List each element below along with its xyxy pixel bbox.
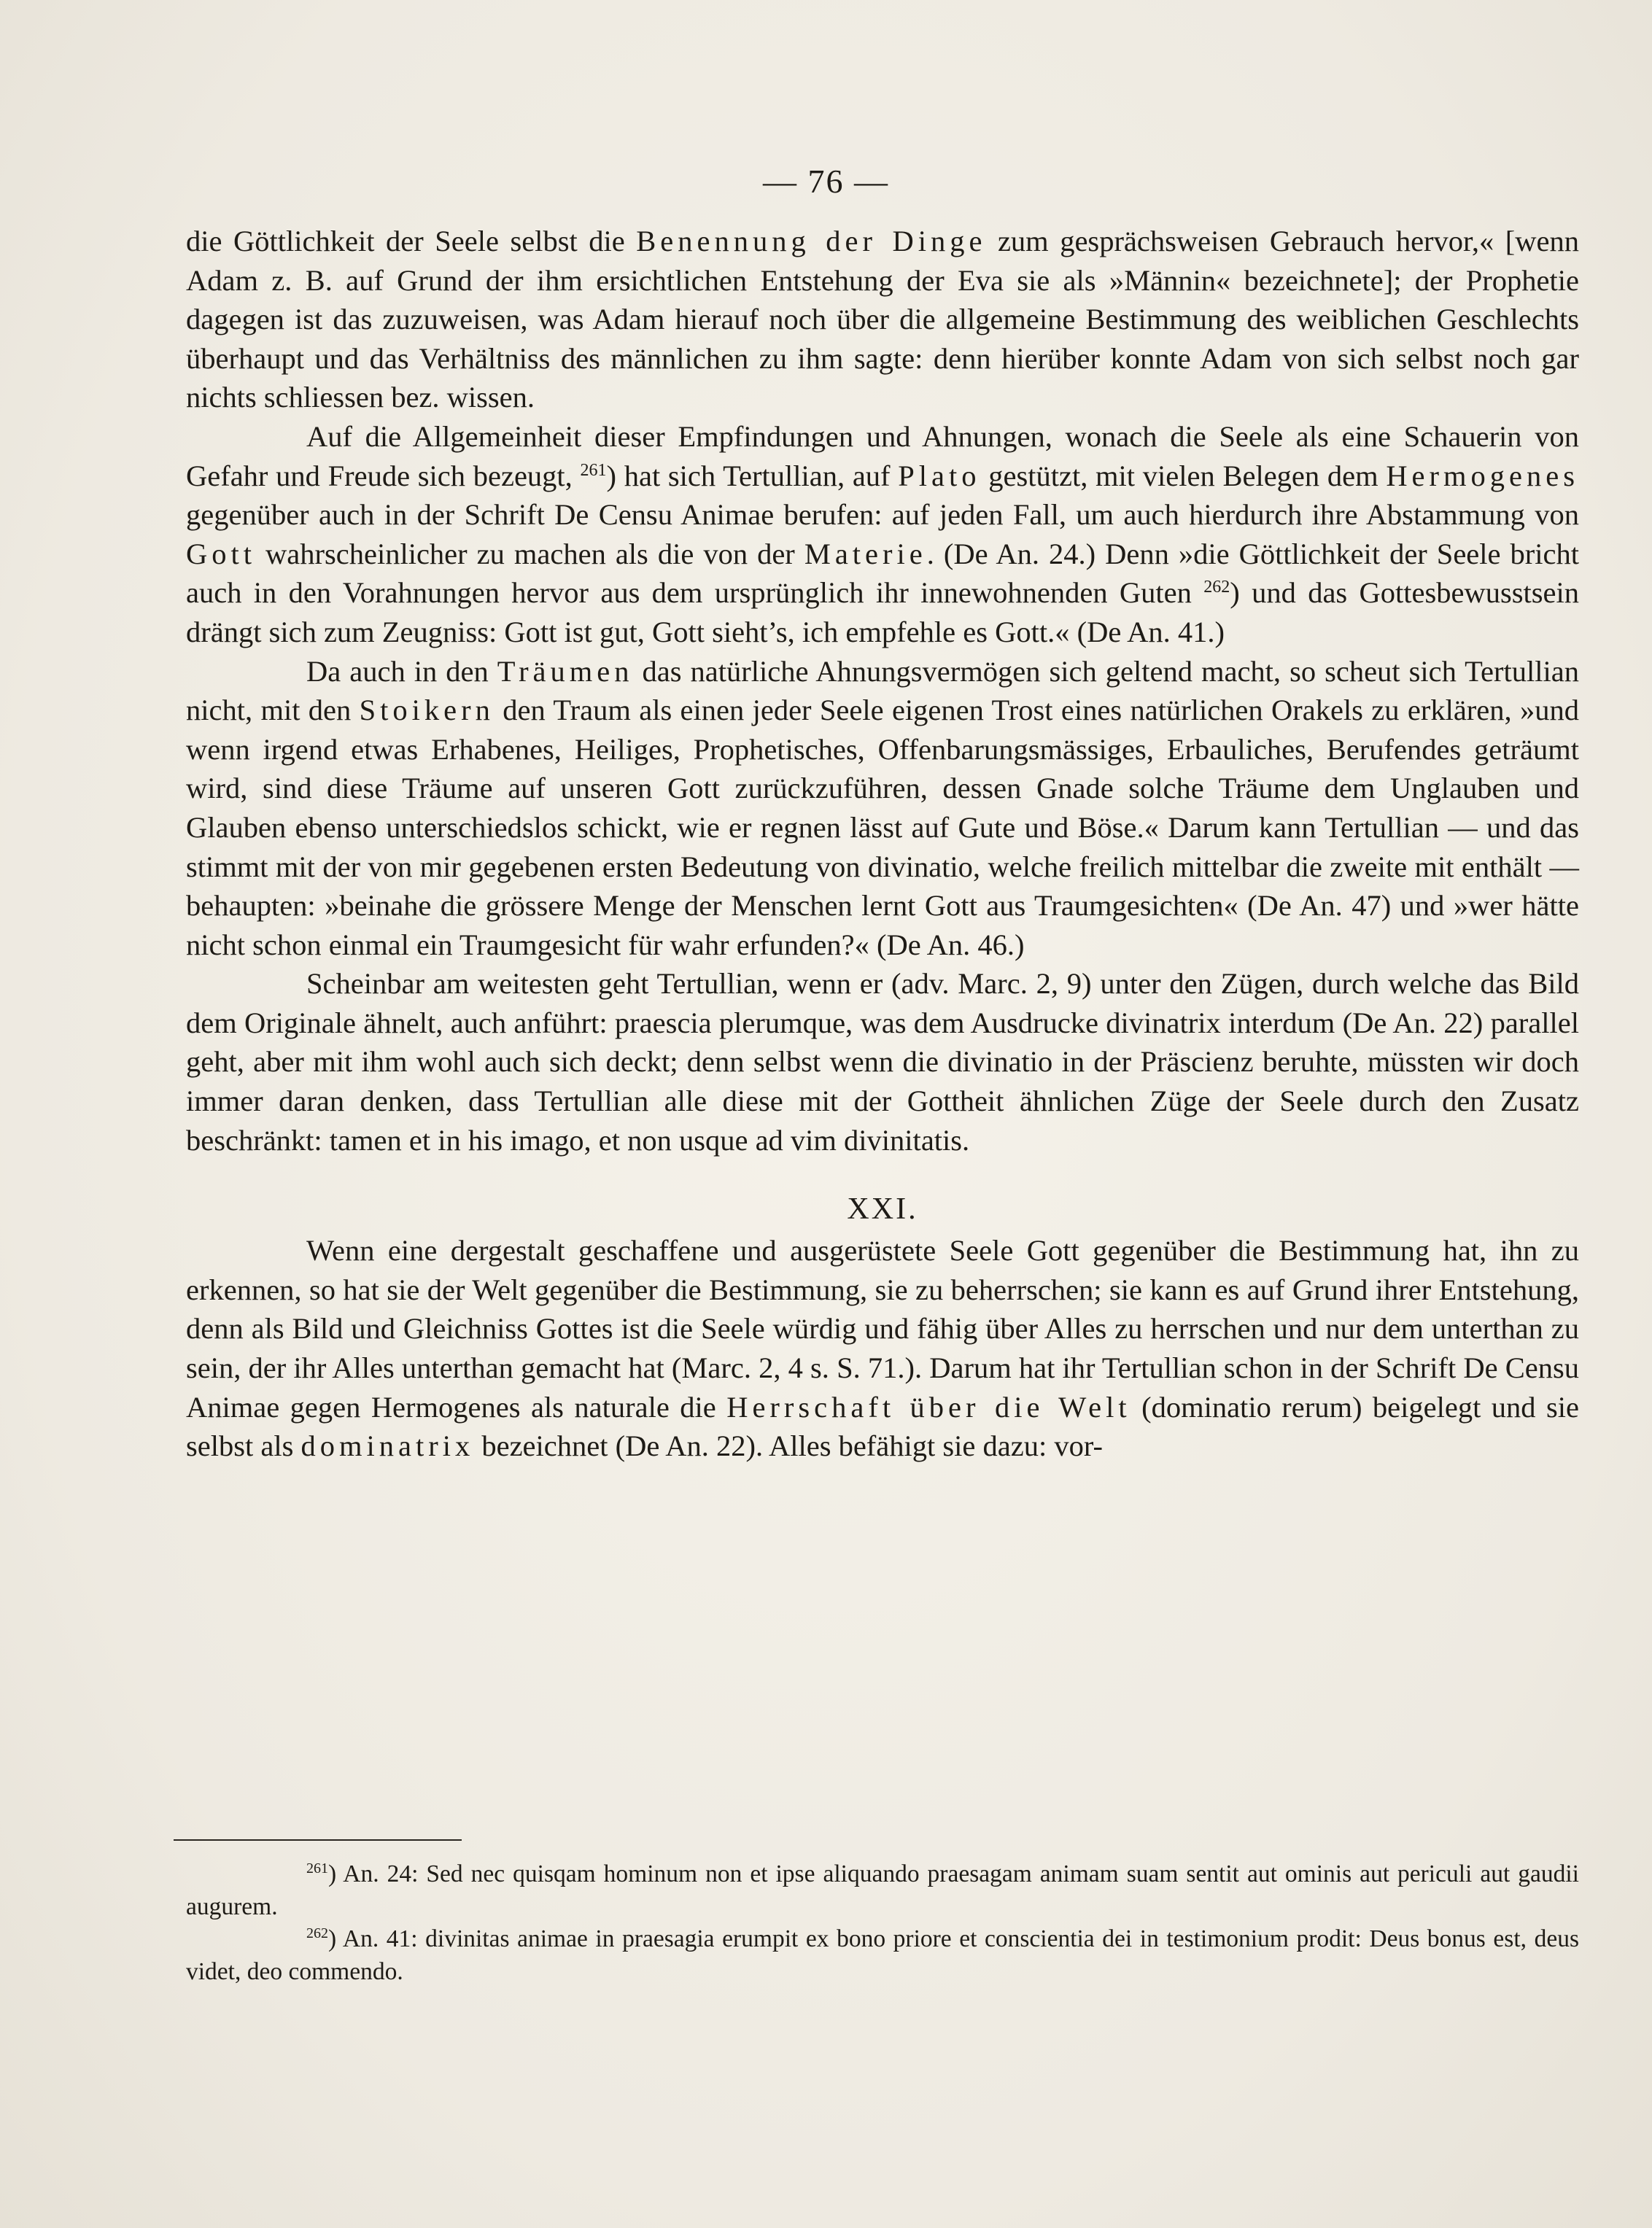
spaced-emphasis: Plato bbox=[898, 459, 981, 492]
main-text bbox=[186, 222, 1579, 1466]
text-run: gegenüber auch in der Schrift De Censu Animae berufen: auf jeden Fall, um auch hierdurch ihre Abstammung von bbox=[186, 498, 1579, 532]
text-run: Da auch in den bbox=[306, 654, 497, 688]
text-run: Wenn eine dergestalt geschaffene und ausgerüstete Seele Gott gegenüber die Bestimmung hat, ihn zu erkennen, so hat sie der Welt gegenüber die Bestimmung, sie zu beherrschen; sie kann es auf Grund ihrer Entstehung, denn als Bild und Gleichniss Gottes ist die Seele würdig und fähig über Alles zu herrschen und nur dem unterthan zu sein, der ihr Alles unterthan gemacht hat (Marc. 2, 4 s. S. 71.). Darum hat ihr Tertullian schon in der Schrift De Censu Animae gegen Hermogenes als naturale die bbox=[186, 1234, 1579, 1424]
text-run: Scheinbar am weitesten geht Tertullian, wenn er (adv. Marc. 2, 9) unter den Zügen, durch welche das Bild dem Originale ähnelt, auch anführt: praescia plerumque, was dem Ausdrucke divinatrix interdum (De An. 22) parallel geht, aber mit ihm wohl auch sich deckt; denn selbst wenn die divinatio in der Präscienz beruhte, müssten wir doch immer daran denken, dass Tertullian alle diese mit der Gottheit ähnlichen Züge der Seele durch den Zusatz beschränkt: tamen et in his imago, et non usque ad vim divinitatis. bbox=[186, 967, 1579, 1157]
text-run: Auf die Allgemeinheit dieser Empfindungen und Ahnungen, wonach die Seele als eine Schauerin von Gefahr und Freude sich bezeugt, bbox=[186, 419, 1579, 492]
footnotes bbox=[186, 1858, 1579, 1988]
text-run: bezeichnet (De An. 22). Alles befähigt sie dazu: vor- bbox=[474, 1429, 1104, 1463]
footnote-text: ) An. 41: divinitas animae in praesagia erumpit ex bono priore et conscientia dei in testimonium prodit: Deus bonus est, deus videt, deo commendo. bbox=[186, 1925, 1579, 1985]
spaced-emphasis: dominatrix bbox=[300, 1429, 475, 1463]
text-run: ) hat sich Tertullian, auf bbox=[606, 459, 899, 492]
text-run: wahrscheinlicher zu machen als die von der bbox=[256, 537, 804, 570]
spaced-emphasis: Herrschaft über die Welt bbox=[726, 1390, 1131, 1424]
spaced-emphasis: Hermogenes bbox=[1386, 459, 1579, 492]
footnote-ref-262[interactable]: 262 bbox=[1203, 578, 1230, 597]
text-run: die Göttlichkeit der Seele selbst die bbox=[186, 225, 637, 257]
footnote-divider bbox=[174, 1839, 462, 1841]
footnote-text: ) An. 24: Sed nec quisqam hominum non et ipse aliquando praesagam animam suam sentit aut ominis aut periculi aut gaudii augurem. bbox=[186, 1860, 1579, 1920]
spaced-emphasis: Träumen bbox=[497, 654, 634, 688]
spaced-emphasis: Materie bbox=[804, 537, 927, 570]
page-number: — 76 — bbox=[763, 163, 889, 200]
text-run: ) und das Gottesbewusstsein drängt sich zum Zeugniss: Gott ist gut, Gott sieht’s, ich empfehle es Gott.« (De An. 41.) bbox=[186, 576, 1580, 648]
footnote-262 bbox=[186, 1923, 1579, 1988]
text-run: . (De An. 24.) Denn »die Göttlichkeit der Seele bricht auch in den Vorahnungen hervor aus dem ursprünglich ihr innewohnenden Guten bbox=[186, 537, 1579, 610]
text-run: gestützt, mit vielen Belegen dem bbox=[980, 459, 1387, 492]
spaced-emphasis: Gott bbox=[186, 537, 257, 570]
paragraph-5 bbox=[186, 1231, 1579, 1466]
text-run: den Traum als einen jeder Seele eigenen Trost eines natürlichen Orakels zu erklären, »und wenn irgend etwas Erhabenes, Heiliges, Prophetisches, Offenbarungsmässiges, Erbauliches, Berufendes geträumt wird, sind diese Träume auf unseren Gott zurückzuführen, dessen Gnade solche Träume dem Unglauben und Glauben ebenso unterschiedslos schickt, wie er regnen lässt auf Gute und Böse.« Darum kann Tertullian — und das stimmt mit der von mir gegebenen ersten Bedeutung von divinatio, welche freilich mittelbar die zweite mit enthält — behaupten: »beinahe die grössere Menge der Menschen lernt Gott aus Traumgesichten« (De An. 47) und »wer hätte nicht schon einmal ein Traumgesicht für wahr erfunden?« (De An. 46.) bbox=[186, 694, 1579, 961]
text-run: (dominatio rerum) beigelegt und sie selbst als bbox=[186, 1390, 1579, 1463]
text-run: zum gesprächsweisen Gebrauch hervor,« [wenn Adam z. B. auf Grund der ihm ersichtlichen Entstehung der Eva sie als »Männin« bezeichnete]; der Prophetie dagegen ist das zuzuweisen, was Adam hierauf noch über die allgemeine Bestimmung des weiblichen Geschlechts überhaupt und das Verhältniss des männlichen zu ihm sagte: denn hierüber konnte Adam von sich selbst noch gar nichts schliessen bez. wissen. bbox=[186, 225, 1580, 414]
spaced-emphasis: Stoikern bbox=[359, 694, 495, 727]
footnote-number: 262 bbox=[306, 1925, 328, 1941]
paragraph-3 bbox=[186, 652, 1579, 965]
section-heading: XXI. bbox=[847, 1192, 918, 1227]
paragraph-4 bbox=[186, 964, 1579, 1160]
footnote-261 bbox=[186, 1858, 1579, 1923]
footnote-number: 261 bbox=[306, 1860, 328, 1876]
paragraph-2 bbox=[186, 417, 1579, 652]
footnote-ref-261[interactable]: 261 bbox=[580, 460, 607, 480]
text-run: das natürliche Ahnungsvermögen sich geltend macht, so scheut sich Tertullian nicht, mit den bbox=[186, 654, 1579, 727]
spaced-emphasis: Benennung der Dinge bbox=[636, 225, 987, 257]
paragraph-1 bbox=[186, 222, 1579, 417]
